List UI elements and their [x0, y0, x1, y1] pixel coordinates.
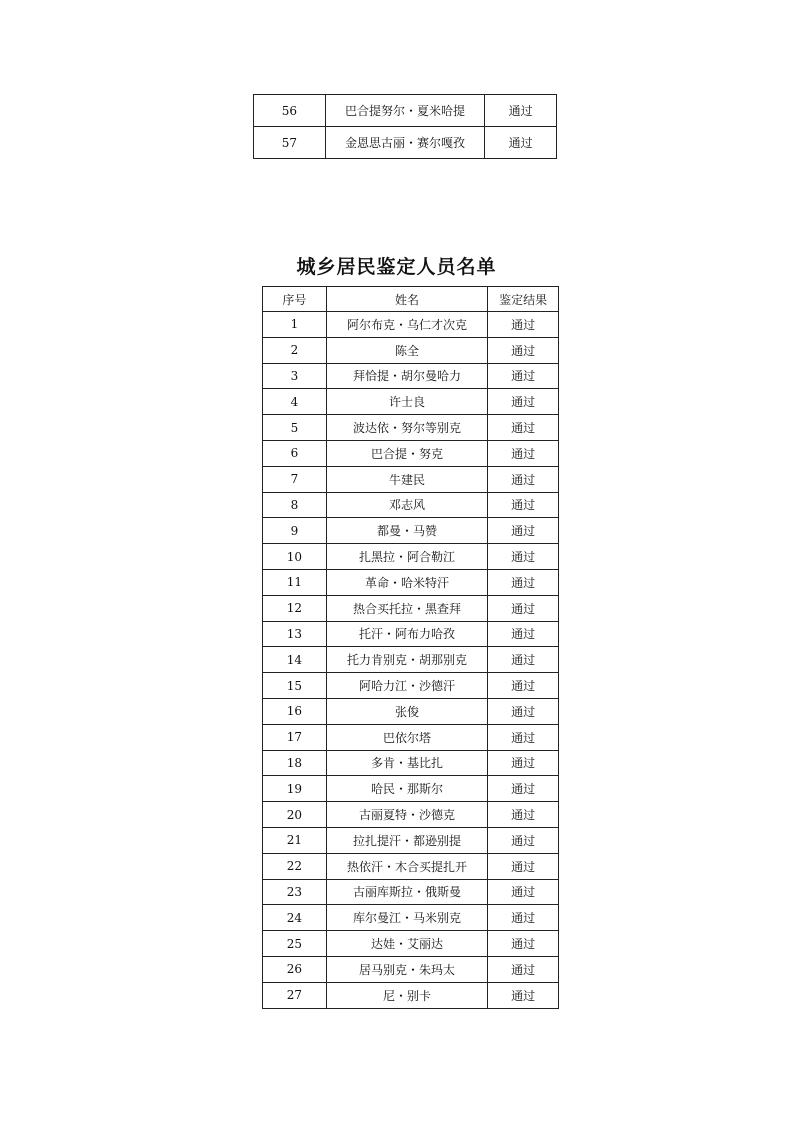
serial-number-cell: 26 [263, 956, 327, 982]
name-cell: 邓志风 [326, 492, 487, 518]
result-cell: 通过 [488, 647, 559, 673]
table-row [263, 879, 559, 905]
result-cell: 通过 [488, 466, 559, 492]
name-cell: 扎黑拉・阿合勒江 [326, 544, 487, 570]
serial-number-cell: 22 [263, 853, 327, 879]
table-row [263, 337, 559, 363]
result-cell: 通过 [488, 982, 559, 1008]
serial-number-cell: 27 [263, 982, 327, 1008]
name-cell: 托力肯别克・胡那别克 [326, 647, 487, 673]
serial-number-cell: 1 [263, 312, 327, 338]
name-cell: 哈民・那斯尔 [326, 776, 487, 802]
result-cell: 通过 [488, 827, 559, 853]
result-cell: 通过 [488, 363, 559, 389]
result-cell: 通过 [488, 415, 559, 441]
serial-number-cell: 56 [254, 95, 326, 127]
header-name: 姓名 [326, 287, 487, 312]
serial-number-cell: 57 [254, 127, 326, 159]
table-row [263, 466, 559, 492]
table-row [263, 312, 559, 338]
serial-number-cell: 9 [263, 518, 327, 544]
result-cell: 通过 [488, 440, 559, 466]
table-row [263, 492, 559, 518]
result-cell: 通过 [488, 879, 559, 905]
table-row [254, 127, 557, 159]
previous-page-table [253, 94, 557, 159]
result-cell: 通过 [488, 956, 559, 982]
serial-number-cell: 21 [263, 827, 327, 853]
result-cell: 通过 [485, 127, 557, 159]
name-cell: 许士良 [326, 389, 487, 415]
result-cell: 通过 [488, 492, 559, 518]
name-cell: 居马别克・朱玛太 [326, 956, 487, 982]
serial-number-cell: 5 [263, 415, 327, 441]
name-cell: 库尔曼江・马米别克 [326, 905, 487, 931]
table-row [263, 776, 559, 802]
table-row [263, 905, 559, 931]
serial-number-cell: 13 [263, 621, 327, 647]
result-cell: 通过 [488, 389, 559, 415]
table-row [263, 595, 559, 621]
serial-number-cell: 14 [263, 647, 327, 673]
serial-number-cell: 4 [263, 389, 327, 415]
table-row [263, 982, 559, 1008]
result-cell: 通过 [488, 312, 559, 338]
serial-number-cell: 7 [263, 466, 327, 492]
result-cell: 通过 [485, 95, 557, 127]
serial-number-cell: 15 [263, 673, 327, 699]
result-cell: 通过 [488, 698, 559, 724]
result-cell: 通过 [488, 750, 559, 776]
serial-number-cell: 19 [263, 776, 327, 802]
name-cell: 多肯・基比扎 [326, 750, 487, 776]
result-cell: 通过 [488, 853, 559, 879]
header-result: 鉴定结果 [488, 287, 559, 312]
serial-number-cell: 10 [263, 544, 327, 570]
name-cell: 拜恰提・胡尔曼哈力 [326, 363, 487, 389]
name-cell: 牛建民 [326, 466, 487, 492]
serial-number-cell: 2 [263, 337, 327, 363]
serial-number-cell: 18 [263, 750, 327, 776]
name-cell: 都曼・马赞 [326, 518, 487, 544]
table-row [263, 440, 559, 466]
previous-page-table-body [254, 95, 557, 159]
table-header-row [263, 287, 559, 312]
serial-number-cell: 3 [263, 363, 327, 389]
result-cell: 通过 [488, 544, 559, 570]
name-cell: 达娃・艾丽达 [326, 931, 487, 957]
name-cell: 阿尔布克・乌仁才次克 [326, 312, 487, 338]
name-cell: 巴依尔塔 [326, 724, 487, 750]
table-row [263, 724, 559, 750]
table-row [263, 827, 559, 853]
name-cell: 阿哈力江・沙德汗 [326, 673, 487, 699]
name-cell: 巴合提努尔・夏米哈提 [325, 95, 484, 127]
table-row [263, 544, 559, 570]
result-cell: 通过 [488, 337, 559, 363]
serial-number-cell: 8 [263, 492, 327, 518]
result-cell: 通过 [488, 905, 559, 931]
table-row [263, 802, 559, 828]
table-row [263, 415, 559, 441]
result-cell: 通过 [488, 776, 559, 802]
name-cell: 金恩思古丽・赛尔嘎孜 [325, 127, 484, 159]
serial-number-cell: 24 [263, 905, 327, 931]
table-row [254, 95, 557, 127]
name-cell: 托汗・阿布力哈孜 [326, 621, 487, 647]
name-cell: 波达依・努尔等别克 [326, 415, 487, 441]
table-row [263, 853, 559, 879]
name-cell: 革命・哈米特汗 [326, 569, 487, 595]
appraisal-list-table [262, 286, 559, 1009]
name-cell: 热合买托拉・黑查拜 [326, 595, 487, 621]
result-cell: 通过 [488, 724, 559, 750]
serial-number-cell: 12 [263, 595, 327, 621]
table-row [263, 647, 559, 673]
name-cell: 古丽夏特・沙德克 [326, 802, 487, 828]
name-cell: 巴合提・努克 [326, 440, 487, 466]
serial-number-cell: 20 [263, 802, 327, 828]
result-cell: 通过 [488, 802, 559, 828]
header-serial-number: 序号 [263, 287, 327, 312]
page-title: 城乡居民鉴定人员名单 [296, 256, 497, 278]
table-row [263, 750, 559, 776]
serial-number-cell: 23 [263, 879, 327, 905]
serial-number-cell: 11 [263, 569, 327, 595]
table-row [263, 698, 559, 724]
table-row [263, 518, 559, 544]
table-row [263, 673, 559, 699]
result-cell: 通过 [488, 569, 559, 595]
name-cell: 古丽库斯拉・俄斯曼 [326, 879, 487, 905]
result-cell: 通过 [488, 621, 559, 647]
serial-number-cell: 25 [263, 931, 327, 957]
appraisal-list-table-body [263, 312, 559, 1009]
result-cell: 通过 [488, 518, 559, 544]
name-cell: 张俊 [326, 698, 487, 724]
table-row [263, 363, 559, 389]
name-cell: 拉扎提汗・都逊别提 [326, 827, 487, 853]
table-row [263, 389, 559, 415]
name-cell: 陈全 [326, 337, 487, 363]
table-row [263, 956, 559, 982]
name-cell: 热依汗・木合买提扎开 [326, 853, 487, 879]
serial-number-cell: 17 [263, 724, 327, 750]
result-cell: 通过 [488, 595, 559, 621]
name-cell: 尼・别卡 [326, 982, 487, 1008]
table-row [263, 931, 559, 957]
table-row [263, 621, 559, 647]
serial-number-cell: 6 [263, 440, 327, 466]
result-cell: 通过 [488, 931, 559, 957]
serial-number-cell: 16 [263, 698, 327, 724]
table-row [263, 569, 559, 595]
result-cell: 通过 [488, 673, 559, 699]
